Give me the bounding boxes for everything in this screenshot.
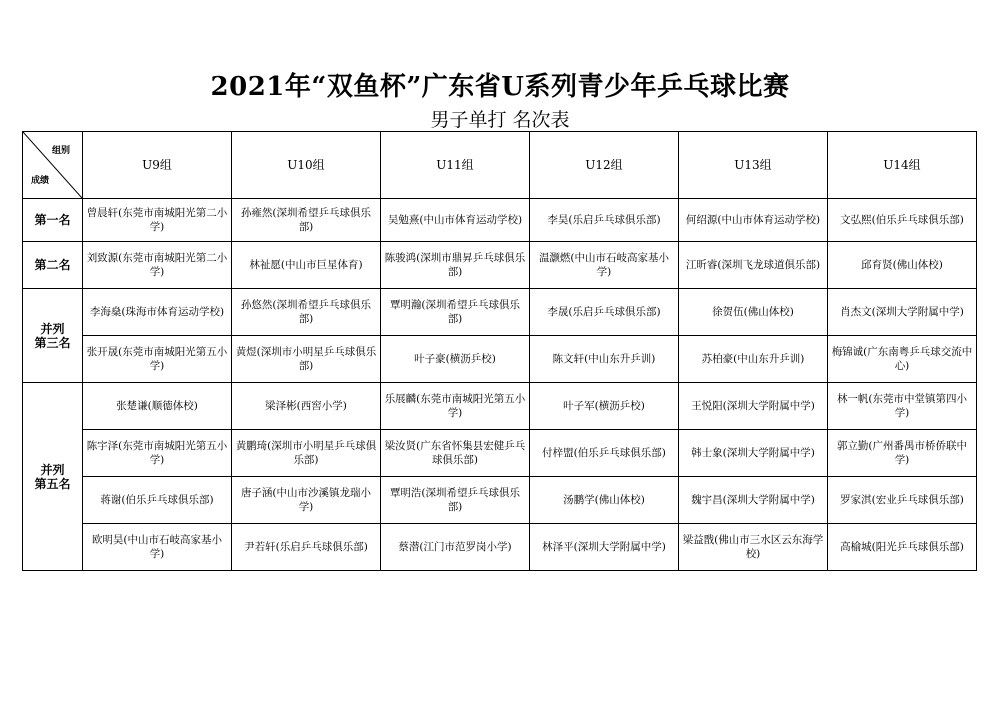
table-cell: 张楚谦(顺德体校): [83, 383, 232, 430]
table-cell: 吴勉熹(中山市体育运动学校): [381, 199, 530, 242]
table-row: [23, 383, 977, 430]
table-cell: 李晟(乐启乒乓球俱乐部): [530, 289, 679, 336]
table-cell: 江昕睿(深圳飞龙球道俱乐部): [679, 242, 828, 289]
table-cell: 梅锦诚(广东南粤乒乓球交流中心): [828, 336, 977, 383]
column-header: U14组: [828, 132, 977, 199]
table-cell: 孙雍然(深圳希望乒乓球俱乐部): [232, 199, 381, 242]
table-cell: 梁汝贤(广东省怀集县宏健乒乓球俱乐部): [381, 430, 530, 477]
table-cell: 蒋谢(伯乐乒乓球俱乐部): [83, 477, 232, 524]
table-cell: 温灏燃(中山市石岐高家基小学): [530, 242, 679, 289]
rank-cell: 第一名: [23, 199, 83, 242]
table-cell: 林泽平(深圳大学附属中学): [530, 524, 679, 571]
rank-cell: 并列 第五名: [23, 383, 83, 571]
table-cell: 梁益戬(佛山市三水区云东海学校): [679, 524, 828, 571]
table-cell: 乐展麟(东莞市南城阳光第五小学): [381, 383, 530, 430]
table-cell: 邱育贤(佛山体校): [828, 242, 977, 289]
table-cell: 叶子军(横沥乒校): [530, 383, 679, 430]
table-cell: 林祉愿(中山市巨星体育): [232, 242, 381, 289]
table-cell: 王悦阳(深圳大学附属中学): [679, 383, 828, 430]
corner-cell: [23, 132, 83, 199]
ranking-table: [22, 131, 977, 571]
table-cell: 刘致源(东莞市南城阳光第二小学): [83, 242, 232, 289]
column-header: U12组: [530, 132, 679, 199]
table-cell: 蔡潜(江门市范罗岗小学): [381, 524, 530, 571]
table-cell: 付梓盟(伯乐乒乓球俱乐部): [530, 430, 679, 477]
page-subtitle: 男子单打 名次表: [430, 109, 570, 131]
table-row: [23, 336, 977, 383]
table-cell: 覃明浩(深圳希望乒乓球俱乐部): [381, 477, 530, 524]
column-header: U13组: [679, 132, 828, 199]
table-cell: 李海燊(珠海市体育运动学校): [83, 289, 232, 336]
table-cell: 李昊(乐启乒乓球俱乐部): [530, 199, 679, 242]
table-cell: 汤鹏学(佛山体校): [530, 477, 679, 524]
rank-cell: 第二名: [23, 242, 83, 289]
table-row: [23, 199, 977, 242]
table-cell: 徐贺伍(佛山体校): [679, 289, 828, 336]
table-cell: 罗家淇(宏业乒乓球俱乐部): [828, 477, 977, 524]
table-cell: 陈骏鸿(深圳市鼎昇乒乓球俱乐部): [381, 242, 530, 289]
table-cell: 黄煜(深圳市小明星乒乓球俱乐部): [232, 336, 381, 383]
table-cell: 孙悠然(深圳希望乒乓球俱乐部): [232, 289, 381, 336]
table-row: [23, 289, 977, 336]
table-row: [23, 524, 977, 571]
table-row: [23, 477, 977, 524]
column-header: U10组: [232, 132, 381, 199]
page-title: 2021年“双鱼杯”广东省U系列青少年乒乓球比赛: [210, 72, 790, 102]
table-cell: 魏宇昌(深圳大学附属中学): [679, 477, 828, 524]
table-cell: 韩士象(深圳大学附属中学): [679, 430, 828, 477]
table-row: [23, 430, 977, 477]
table-cell: 陈文轩(中山东升乒训): [530, 336, 679, 383]
table-cell: 唐子涵(中山市沙溪镇龙瑞小学): [232, 477, 381, 524]
table-cell: 尹若轩(乐启乒乓球俱乐部): [232, 524, 381, 571]
column-header: U9组: [83, 132, 232, 199]
table-cell: 陈宇泽(东莞市南城阳光第五小学): [83, 430, 232, 477]
table-cell: 覃明瀚(深圳希望乒乓球俱乐部): [381, 289, 530, 336]
table-cell: 林一帆(东莞市中堂镇第四小学): [828, 383, 977, 430]
table-cell: 何绍源(中山市体育运动学校): [679, 199, 828, 242]
header-row: [23, 132, 977, 199]
table-cell: 苏柏豪(中山东升乒训): [679, 336, 828, 383]
corner-label-group: 组别: [51, 146, 70, 156]
column-header: U11组: [381, 132, 530, 199]
table-cell: 郭立勤(广州番禺市桥侨联中学): [828, 430, 977, 477]
table-cell: 高榆城(阳光乒乓球俱乐部): [828, 524, 977, 571]
corner-label-result: 成绩: [31, 176, 50, 186]
table-row: [23, 242, 977, 289]
table-cell: 黄鹏琦(深圳市小明星乒乓球俱乐部): [232, 430, 381, 477]
table-cell: 欧明昊(中山市石岐高家基小学): [83, 524, 232, 571]
rank-cell: 并列 第三名: [23, 289, 83, 383]
table-cell: 曾晨轩(东莞市南城阳光第二小学): [83, 199, 232, 242]
table-cell: 文弘熙(伯乐乒乓球俱乐部): [828, 199, 977, 242]
table-cell: 张开晟(东莞市南城阳光第五小学): [83, 336, 232, 383]
table-cell: 叶子豪(横沥乒校): [381, 336, 530, 383]
table-cell: 肖杰文(深圳大学附属中学): [828, 289, 977, 336]
diagonal-line: [23, 132, 82, 198]
table-cell: 梁泽彬(西窖小学): [232, 383, 381, 430]
